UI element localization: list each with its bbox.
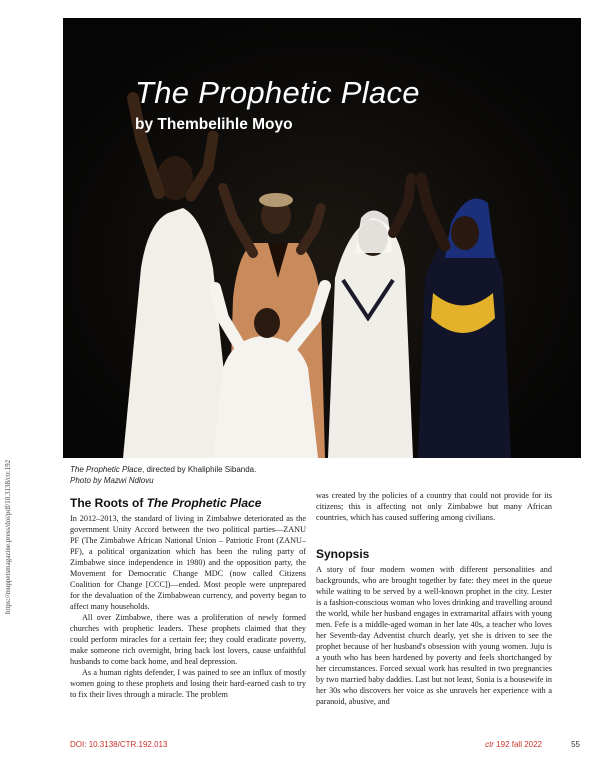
journal-info xyxy=(485,740,542,749)
side-url: https://muppetsmagazine.press/doi/pdf/10.3138/ctr.192 xyxy=(4,459,12,614)
caption-text: , directed by Khaliphile Sibanda. xyxy=(142,465,257,474)
photo-caption xyxy=(70,465,370,486)
journal-name: ctr xyxy=(485,740,494,749)
article-byline: by Thembelihle Moyo xyxy=(135,116,293,133)
paragraph-continued: was created by the policies of a country that could not provide for its citizens; this is affecting not only Zimbabwe but many African countries, which has caused suffering among civilians. xyxy=(316,491,552,522)
paragraph: As a human rights defender, I was pained to see an influx of mostly women going to these prophets and losing their hard-earned cash to try to fix their lives through a miracle. The problem xyxy=(70,668,306,699)
cover-photo xyxy=(63,18,581,458)
article-title: The Prophetic Place xyxy=(135,75,420,110)
heading-italic: The Prophetic Place xyxy=(146,496,262,510)
page-number: 55 xyxy=(571,740,580,749)
paragraph: A story of four modern women with different personalities and backgrounds, who are brought together by fate: they meet in the queue while waiting to be served by a well-known prophet in the city. Lester is a fashion-conscious woman who loves drinking and travelling around the world, while her husband engages in extramarital affairs with young men. Fefe is a middle-aged woman in her late 40s, a teacher who loves her Seventh-day Adventist church dearly, yet she is driven to see the prophet because of her husband's obsession with young women. Juju is a youth who has been hardened by poverty and feels shortchanged by her circumstances. Forced sexual work has resulted in two pregnancies by two married baby daddies. Last but not least, Sonia is a housewife in her 30s who discovers her voice as she unravels her experience with a paranoid, abusive, and xyxy=(316,565,552,706)
caption-title: The Prophetic Place xyxy=(70,465,143,474)
journal-issue: 192 fall 2022 xyxy=(493,740,542,749)
right-column xyxy=(316,490,552,707)
caption-credit: Photo by Mazwi Ndlovu xyxy=(70,475,154,485)
section-heading-synopsis: Synopsis xyxy=(316,547,370,561)
section-heading-roots xyxy=(70,496,306,510)
doi-link[interactable]: 10.3138/CTR.192.013 xyxy=(88,740,168,749)
page-footer xyxy=(70,740,580,752)
left-column xyxy=(70,496,306,700)
paragraph: All over Zimbabwe, there was a proliferation of newly formed churches with prophetic leaders. These prophets claimed that they could perform miracles for a certain fee; they could eradicate poverty, make someone rich overnight, bring back lost lovers, cause unfaithful husbands to come back home, and heal depression. xyxy=(70,613,306,666)
heading-prefix: The Roots of xyxy=(70,496,147,510)
doi-label: DOI: xyxy=(70,740,87,749)
paragraph: In 2012–2013, the standard of living in Zimbabwe deteriorated as the government Unity Accord between the two political parties—ZANU PF (The Zimbabwe African National Union – Patriotic Front (ZANU–PF), a political organization which has been the ruling party of Zimbabwe since independence in 1980) and the opposition party, the Movement for Democratic Change MDC (now called Citizens Coalition for Change [CCC])—ended. Most people were unprepared for the devaluation of the Zimbabwean currency, and poverty began to affect many households. xyxy=(70,514,306,611)
